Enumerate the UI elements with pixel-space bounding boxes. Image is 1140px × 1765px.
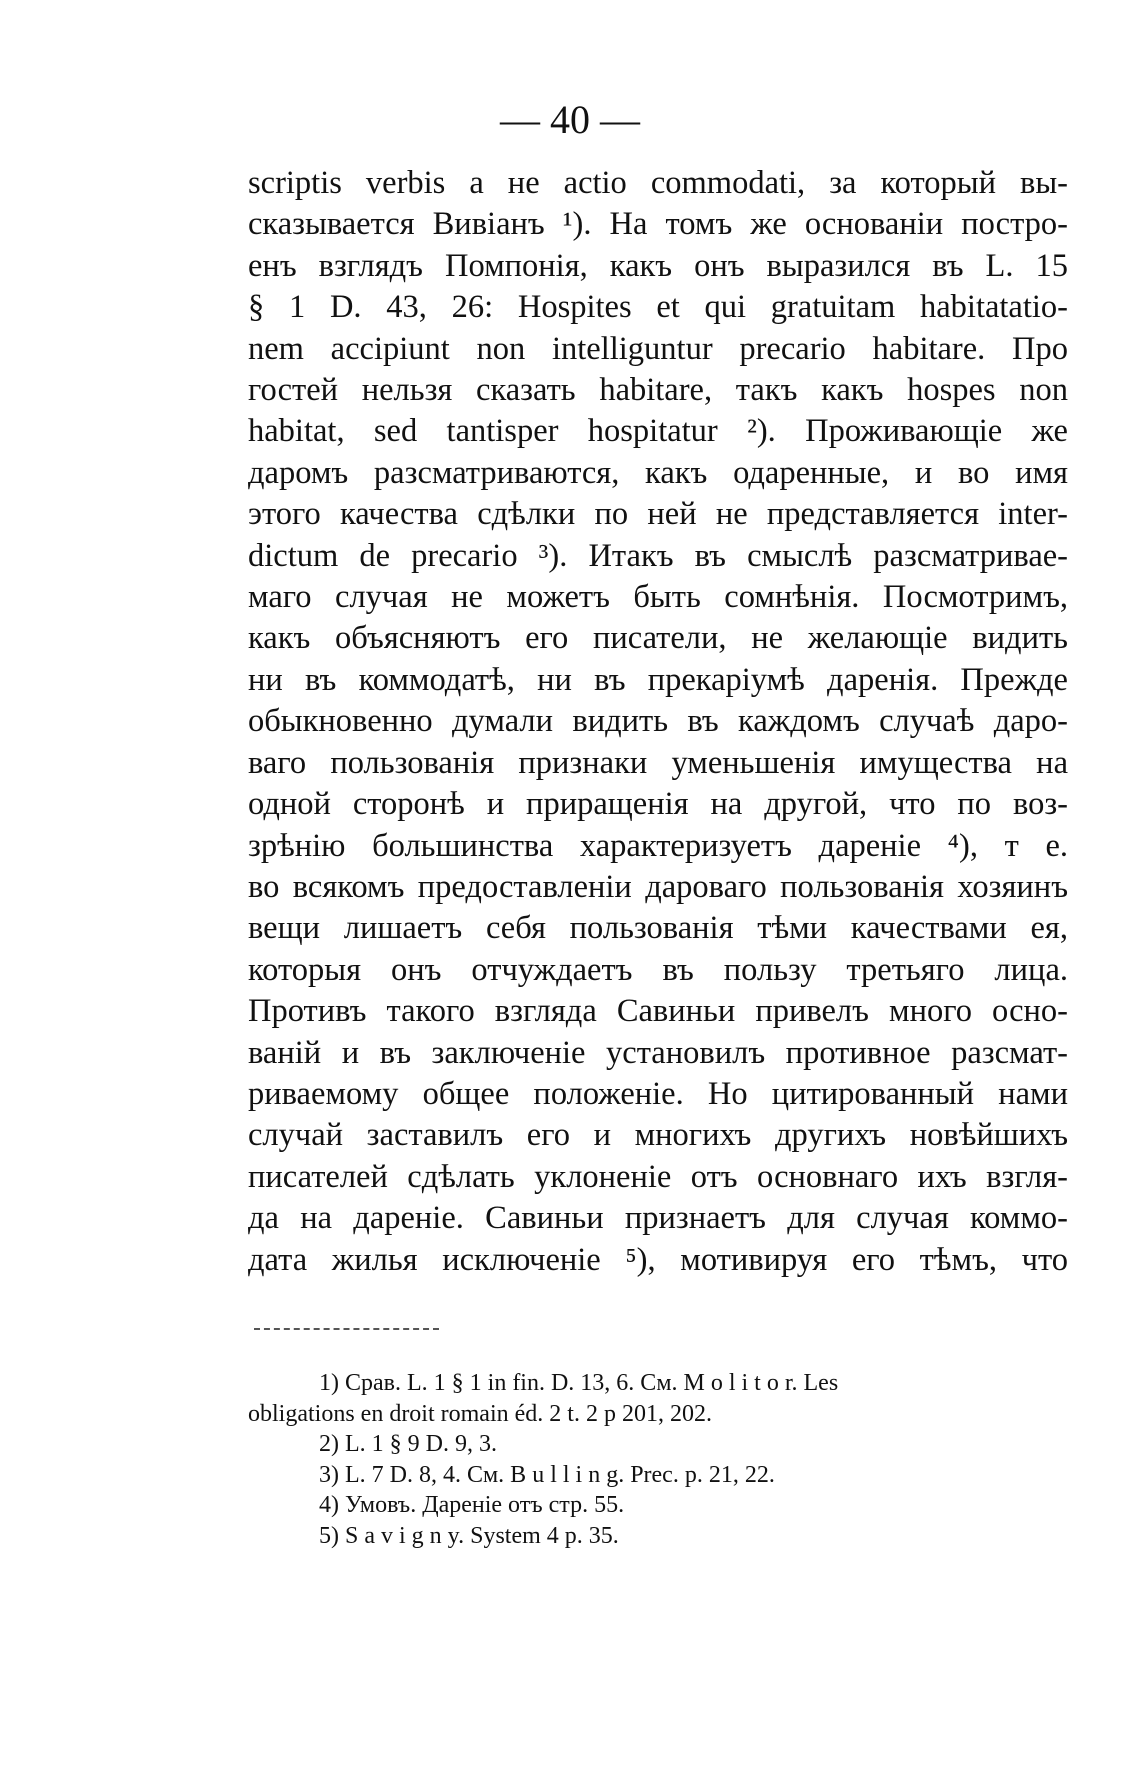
body-line: habitat, sed tantisper hospitatur ²). Проживающіе же xyxy=(248,413,1068,450)
page-number: — 40 — xyxy=(500,97,640,142)
body-line: сказывается Вивіанъ ¹). На томъ же основаніи постро- xyxy=(248,206,1068,243)
footnote-line: obligations en droit romain éd. 2 t. 2 p 201, 202. xyxy=(248,1400,712,1427)
body-line: nem accipiunt non intelliguntur precario habitare. Про xyxy=(248,330,1068,367)
body-line: маго случая не можетъ быть сомнѣнія. Посмотримъ, xyxy=(248,579,1068,616)
body-line: да на дареніе. Савиньи признаетъ для случая коммо- xyxy=(248,1200,1068,1237)
body-line: во всякомъ предоставленіи дароваго пользованія хозяинъ xyxy=(248,868,1068,905)
footnote-separator xyxy=(254,1328,439,1330)
body-line: случай заставилъ его и многихъ другихъ новѣйшихъ xyxy=(248,1117,1068,1154)
body-line: dictum de precario ³). Итакъ въ смыслѣ разсматриваe- xyxy=(248,537,1068,574)
body-line: этого качества сдѣлки по ней не представляется inter- xyxy=(248,496,1068,533)
body-line: дата жилья исключеніе ⁵), мотивируя его тѣмъ, что xyxy=(248,1241,1068,1278)
body-line: даромъ разсматриваются, какъ одаренные, и во имя xyxy=(248,454,1068,491)
body-line: какъ объясняютъ его писатели, не желающіе видить xyxy=(248,620,1068,657)
body-line: ваго пользованія признаки уменьшенія имущества на xyxy=(248,744,1068,781)
body-line: scriptis verbis a не actio commodati, за который вы- xyxy=(248,165,1068,201)
body-line: вещи лишаетъ себя пользованія тѣми качествами ея, xyxy=(248,910,1068,947)
footnote-line: 1) Срав. L. 1 § 1 in fin. D. 13, 6. См. M o l i t o r. Les xyxy=(319,1370,839,1396)
body-line: гостей нельзя сказать habitare, такъ какъ hospes non xyxy=(248,372,1068,409)
footnote-line: 4) Умовъ. Дареніе отъ стр. 55. xyxy=(319,1492,625,1518)
footnotes xyxy=(248,1368,1068,1551)
body-line: риваемому общее положеніе. Но цитированный нами xyxy=(248,1075,1068,1112)
body-line: зрѣнію большинства характеризуетъ дареніе ⁴), т е. xyxy=(248,827,1068,864)
body-text xyxy=(248,163,1068,1281)
body-line: § 1 D. 43, 26: Hospites et qui gratuitam habitatatio- xyxy=(248,289,1068,326)
body-line: обыкновенно думали видить въ каждомъ случаѣ даро- xyxy=(248,703,1068,740)
footnote-line: 5) S a v i g n y. System 4 p. 35. xyxy=(319,1522,619,1549)
body-line: Противъ такого взгляда Савиньи привелъ много осно- xyxy=(248,993,1068,1030)
body-line: енъ взглядъ Помпонія, какъ онъ выразился въ L. 15 xyxy=(248,247,1068,284)
footnote-line: 3) L. 7 D. 8, 4. См. B u l l i n g. Prec. p. 21, 22. xyxy=(319,1461,775,1488)
body-line: которыя онъ отчуждаетъ въ пользу третьяго лица. xyxy=(248,951,1068,988)
body-line: писателей сдѣлать уклоненіе отъ основнаго ихъ взгля- xyxy=(248,1158,1068,1195)
body-line: одной сторонѣ и приращенія на другой, что по воз- xyxy=(248,786,1068,823)
body-line: ни въ коммодатѣ, ни въ прекаріумѣ даренія. Прежде xyxy=(248,661,1068,698)
footnote-line: 2) L. 1 § 9 D. 9, 3. xyxy=(319,1431,497,1457)
body-line: ваній и въ заключеніе установилъ противное разсмат- xyxy=(248,1034,1068,1071)
